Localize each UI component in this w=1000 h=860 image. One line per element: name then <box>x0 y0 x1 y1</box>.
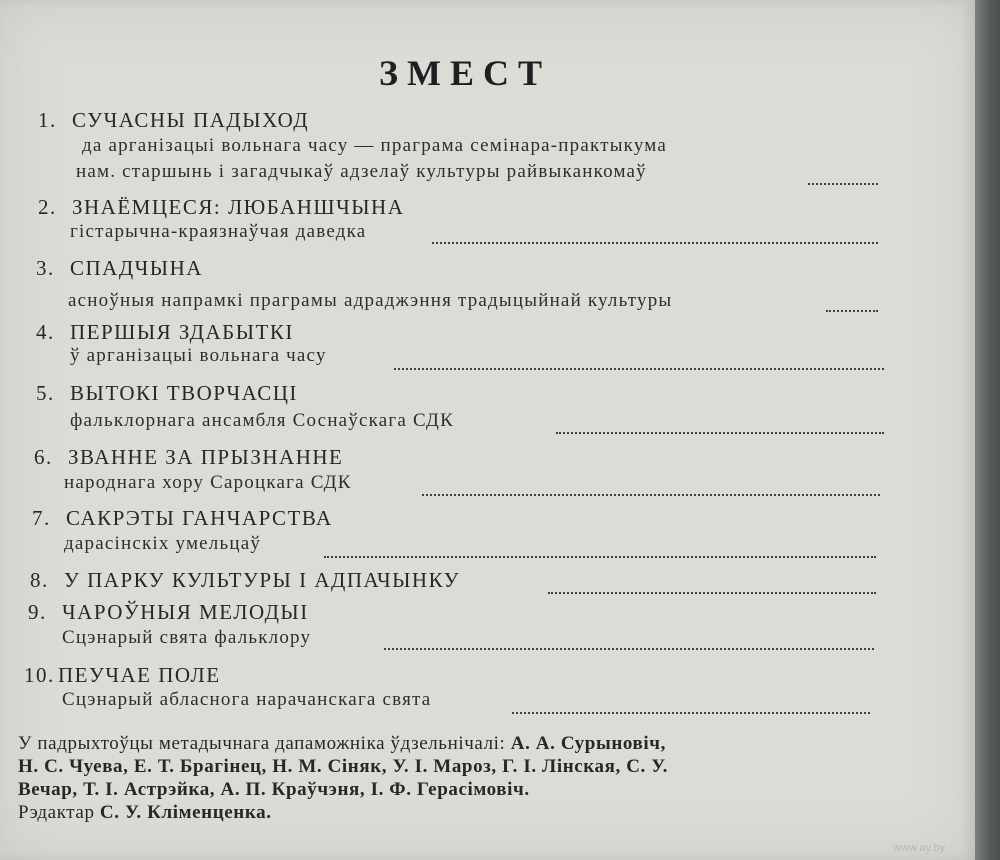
toc-entry-subtitle: Сцэнарый абласнога нарачанскага свята <box>62 689 432 710</box>
leader-dots <box>432 242 878 244</box>
leader-dots <box>556 432 884 434</box>
leader-dots <box>324 556 876 558</box>
toc-entry-title: 7. САКРЭТЫ ГАНЧАРСТВА <box>32 506 333 530</box>
watermark-text: www.ay.by <box>893 842 945 854</box>
toc-entry-title: 3. СПАДЧЫНА <box>36 256 203 280</box>
credits-block <box>18 732 878 824</box>
toc-entry-subtitle: ў арганізацыі вольнага часу <box>70 345 327 366</box>
toc-entry-subtitle: асноўныя напрамкі праграмы адраджэння традыцыйнай культуры <box>68 290 673 311</box>
toc-entry-title: 10. ПЕУЧАЕ ПОЛЕ <box>24 663 221 687</box>
toc-entry-title: 2. ЗНАЁМЦЕСЯ: ЛЮБАНШЧЫНА <box>38 195 405 219</box>
credits-line-2: Н. С. Чуева, Е. Т. Брагінец, Н. М. Сіняк, У. І. Мароз, Г. І. Лінская, С. У. <box>18 756 669 777</box>
toc-entry-subtitle: дарасінскіх умельцаў <box>64 533 262 554</box>
toc-entry-subtitle: фальклорнага ансамбля Соснаўскага СДК <box>70 410 454 431</box>
toc-entry-subtitle: Сцэнарый свята фальклору <box>62 627 312 648</box>
page-edge-shadow <box>975 0 1000 860</box>
leader-dots <box>808 183 878 185</box>
page-heading: ЗМЕСТ <box>378 53 551 93</box>
toc-entry-subtitle: нам. старшынь і загадчыкаў адзелаў культуры райвыканкомаў <box>76 161 647 182</box>
toc-entry-title: 6. ЗВАННЕ ЗА ПРЫЗНАННЕ <box>34 445 344 469</box>
toc-entry-subtitle: гістарычна-краязнаўчая даведка <box>70 221 367 242</box>
toc-entry-subtitle: да арганізацыі вольнага часу — праграма семінара-практыкума <box>82 135 667 156</box>
toc-entry-title: 8. У ПАРКУ КУЛЬТУРЫ І АДПАЧЫНКУ <box>30 568 461 592</box>
leader-dots <box>548 592 876 594</box>
toc-entry-title: 1. СУЧАСНЫ ПАДЫХОД <box>38 108 310 132</box>
leader-dots <box>422 494 880 496</box>
leader-dots <box>512 712 870 714</box>
toc-entry-title: 9. ЧАРОЎНЫЯ МЕЛОДЫІ <box>28 600 309 624</box>
editor-line: Рэдактар С. У. Кліменценка. <box>18 802 272 823</box>
toc-entry-title: 5. ВЫТОКІ ТВОРЧАСЦІ <box>36 381 298 405</box>
credits-line-1: У падрыхтоўцы метадычнага дапаможніка ўдзельнічалі: А. А. Сурыновіч, <box>18 733 666 754</box>
toc-entry-subtitle: народнага хору Сароцкага СДК <box>64 472 352 493</box>
toc-entry-title: 4. ПЕРШЫЯ ЗДАБЫТКІ <box>36 320 294 344</box>
leader-dots <box>826 310 878 312</box>
leader-dots <box>384 648 874 650</box>
leader-dots <box>394 368 884 370</box>
credits-line-3: Вечар, Т. І. Астрэйка, А. П. Краўчэня, І. Ф. Герасімовіч. <box>18 779 530 800</box>
